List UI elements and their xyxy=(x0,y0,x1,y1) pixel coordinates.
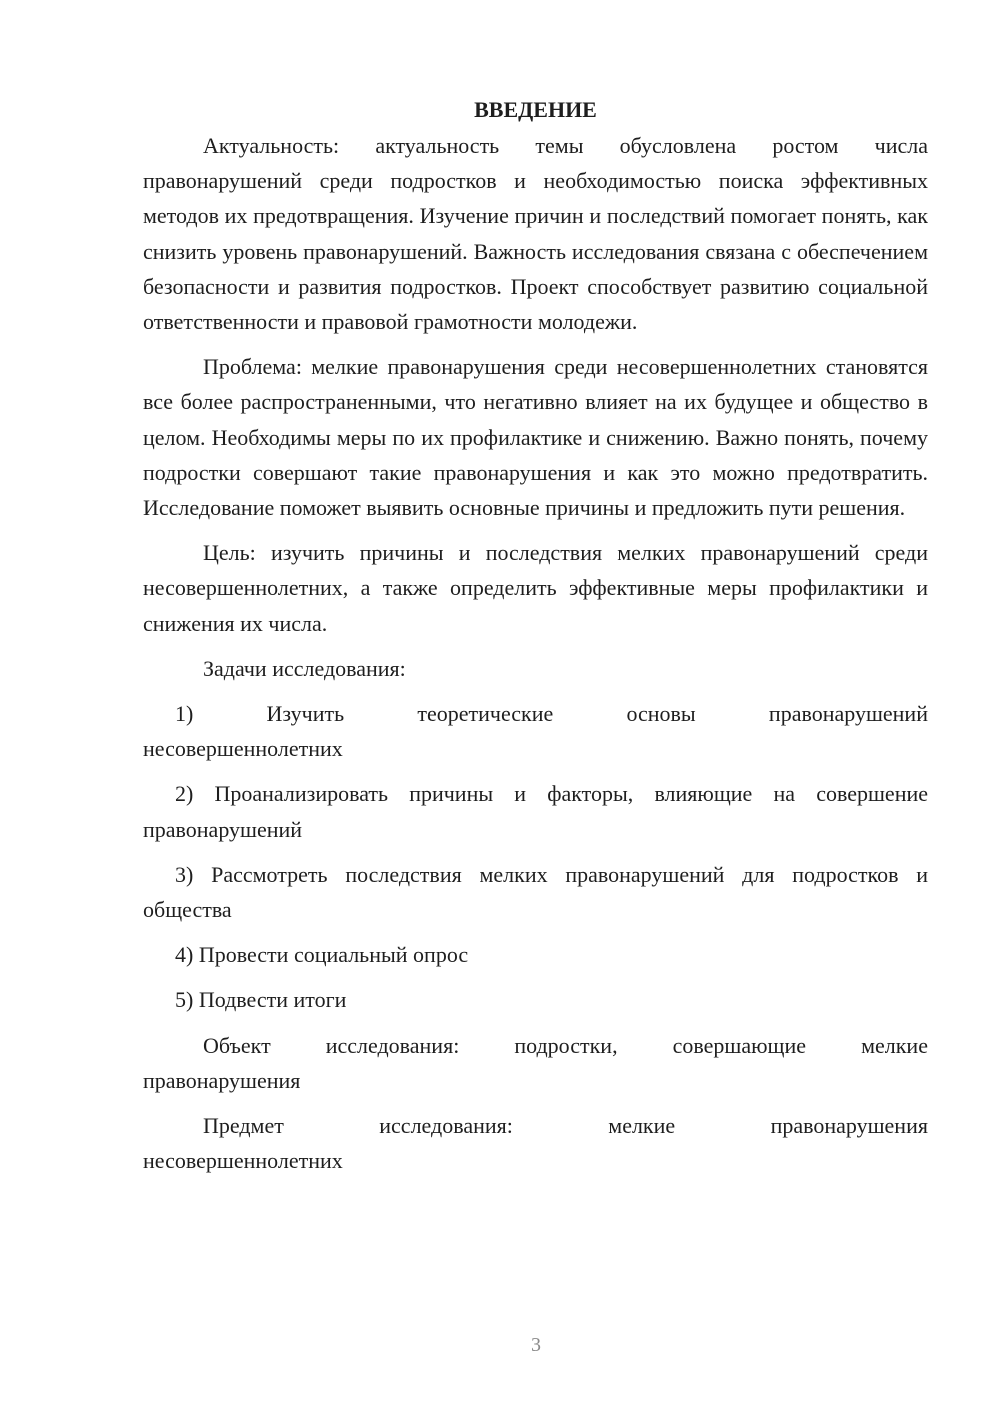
research-subject-word: Предмет xyxy=(203,1113,284,1139)
research-subject-line xyxy=(143,1108,928,1143)
task-1-word: основы xyxy=(626,701,696,727)
research-subject-word: мелкие xyxy=(608,1113,676,1139)
task-2: 2) Проанализировать причины и факторы, влияющие на совершение правонарушений xyxy=(143,781,928,842)
research-object-word: мелкие xyxy=(861,1032,928,1058)
research-subject-word: исследования: xyxy=(379,1113,513,1139)
research-object-continuation: правонарушения xyxy=(143,1067,301,1093)
research-object-word: подростки, xyxy=(514,1032,618,1058)
research-subject-continuation: несовершеннолетних xyxy=(143,1148,343,1174)
document-page xyxy=(143,94,928,1188)
relevance-paragraph: Актуальность: актуальность темы обусловлена ростом числа правонарушений среди подростков и необходимостью поиска эффективных методов их предотвращения. Изучение причин и последствий помогает понять, как снизить уровень правонарушений. Важность исследования связана с обеспечением безопасности и развития подростков. Проект способствует развитию социальной ответственности и правовой грамотности молодежи. xyxy=(143,133,928,335)
task-1-word: правонарушений xyxy=(768,701,928,727)
task-3: 3) Рассмотреть последствия мелких правонарушений для подростков и общества xyxy=(143,861,928,923)
problem-paragraph: Проблема: мелкие правонарушения среди несовершеннолетних становятся все более распространенными, что негативно влияет на их будущее и общество в целом. Необходимы меры по их профилактике и снижению. Важно понять, почему подростки совершают такие правонарушения и как это можно предотвратить. Исследование поможет выявить основные причины и предложить пути решения. xyxy=(143,354,928,521)
research-object-word: исследования: xyxy=(325,1032,460,1058)
research-object xyxy=(143,1028,928,1098)
research-subject xyxy=(143,1108,928,1178)
tasks-title: Задачи исследования: xyxy=(203,655,406,681)
task-1-continuation: несовершеннолетних xyxy=(143,736,343,762)
task-1-word: теоретические xyxy=(417,701,554,727)
task-1-word: Изучить xyxy=(266,701,345,727)
research-object-word: Объект xyxy=(203,1032,271,1058)
page-number: 3 xyxy=(531,1334,541,1356)
page-title: ВВЕДЕНИЕ xyxy=(474,97,597,122)
research-subject-word: правонарушения xyxy=(770,1113,928,1139)
task-5: 5) Подвести итоги xyxy=(175,987,347,1013)
task-4: 4) Провести социальный опрос xyxy=(175,942,469,968)
research-object-word: совершающие xyxy=(672,1032,807,1058)
task-1-word: 1) xyxy=(175,701,194,727)
task-1-line xyxy=(143,696,928,731)
task-1 xyxy=(143,696,928,766)
research-object-line xyxy=(143,1028,928,1063)
goal-paragraph: Цель: изучить причины и последствия мелких правонарушений среди несовершеннолетних, а также определить эффективные меры профилактики и снижения их числа. xyxy=(143,540,928,636)
